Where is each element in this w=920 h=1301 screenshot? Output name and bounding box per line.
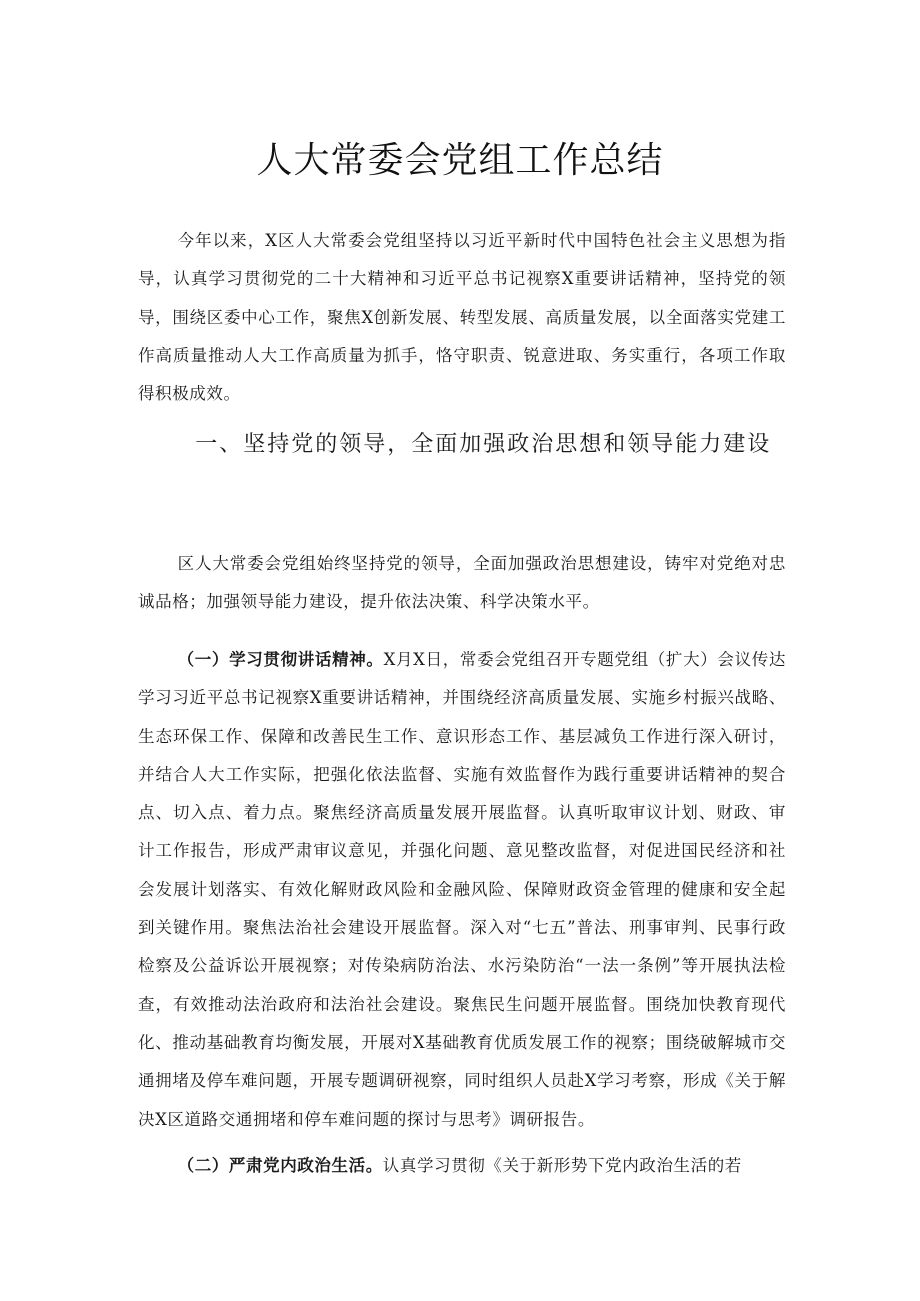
item-1-title: （一）学习贯彻讲话精神。 — [177, 650, 384, 669]
item-1-paragraph — [138, 641, 786, 1139]
item-2-body: 认真学习贯彻《关于新形势下党内政治生活的若 — [382, 1156, 742, 1175]
item-1-body: X月X日，常委会党组召开专题党组（扩大）会议传达学习习近平总书记视察X重要讲话精神，并围绕经济高质量发展、实施乡村振兴战略、生态环保工作、保障和改善民生工作、意识形态工作、基层减负工作进行深入研讨，并结合人大工作实际，把强化依法监督、实施有效监督作为践行重要讲话精神的契合点、切入点、着力点。聚焦经济高质量发展开展监督。认真听取审议计划、财政、审计工作报告，形成严肃审议意见，并强化问题、意见整改监督，对促进国民经济和社会发展计划落实、有效化解财政风险和金融风险、保障财政资金管理的健康和安全起到关键作用。聚焦法治社会建设开展监督。深入对“七五”普法、刑事审判、民事行政检察及公益诉讼开展视察；对传染病防治法、水污染防治“一法一条例”等开展执法检查，有效推动法治政府和法治社会建设。聚焦民生问题开展监督。围绕加快教育现代化、推动基础教育均衡发展，开展对X基础教育优质发展工作的视察；围绕破解城市交通拥堵及停车难问题，开展专题调研视察，同时组织人员赴X学习考察，形成《关于解决X区道路交通拥堵和停车难问题的探讨与思考》调研报告。 — [138, 650, 786, 1129]
intro-paragraph: 今年以来，X区人大常委会党组坚持以习近平新时代中国特色社会主义思想为指导，认真学习贯彻党的二十大精神和习近平总书记视察X重要讲话精神，坚持党的领导，围绕区委中心工作，聚焦X创新发展、转型发展、高质量发展，以全面落实党建工作高质量推动人大工作高质量为抓手，恪守职责、锐意进取、务实重行，各项工作取得积极成效。 — [138, 231, 786, 404]
document-title: 人大常委会党组工作总结 — [256, 140, 664, 181]
item-2-title: （二）严肃党内政治生活。 — [177, 1156, 383, 1175]
item-2-paragraph — [138, 1147, 786, 1185]
section-intro-paragraph: 区人大常委会党组始终坚持党的领导，全面加强政治思想建设，铸牢对党绝对忠诚品格；加强领导能力建设，提升依法决策、科学决策水平。 — [138, 554, 786, 612]
section-heading: 一、坚持党的领导，全面加强政治思想和领导能力建设 — [195, 432, 772, 457]
